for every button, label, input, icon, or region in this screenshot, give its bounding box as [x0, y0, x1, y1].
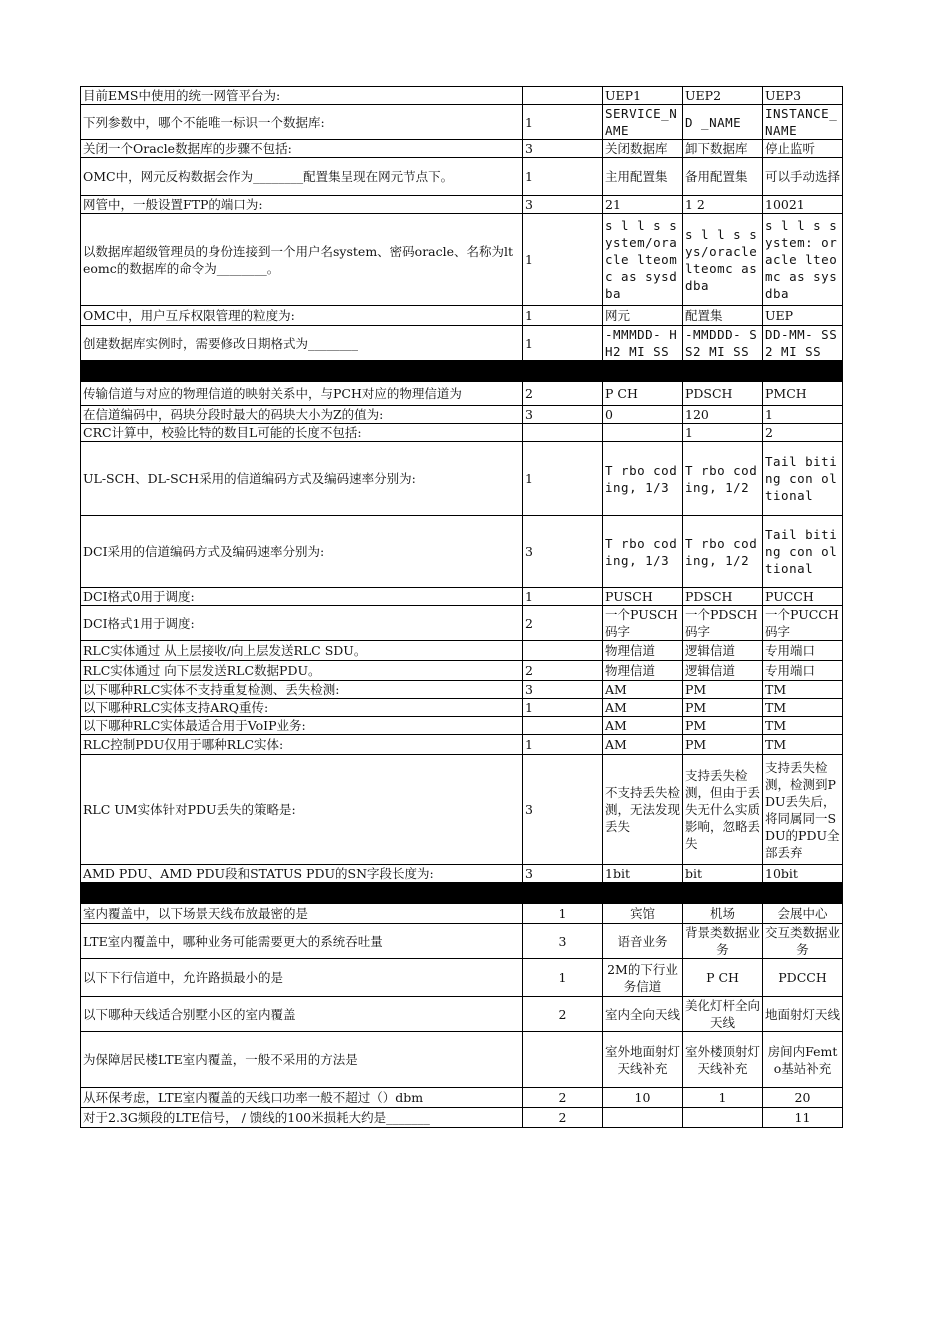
option-a: T rbo coding, 1/3: [603, 442, 683, 516]
answer-cell: 3: [523, 865, 603, 883]
option-c: 10bit: [763, 865, 843, 883]
option-c: UEP: [763, 306, 843, 326]
question-row: [81, 196, 843, 214]
option-b: PM: [683, 681, 763, 699]
question-text: OMC中，网元反构数据会作为________配置集呈现在网元节点下。: [81, 158, 523, 196]
question-text: 以下哪种RLC实体最适合用于VoIP业务:: [81, 717, 523, 735]
option-c: 11: [763, 1108, 843, 1128]
divider-cell: [683, 361, 763, 382]
answer-cell: 1: [523, 105, 603, 140]
option-c: Tail biting con ol tional: [763, 442, 843, 516]
answer-cell: 3: [523, 924, 603, 959]
answer-cell: 1: [523, 735, 603, 755]
question-text: 室内覆盖中，以下场景天线布放最密的是: [81, 904, 523, 924]
divider-cell: [523, 883, 603, 904]
question-row: [81, 997, 843, 1032]
option-c: 20: [763, 1088, 843, 1108]
question-row: [81, 904, 843, 924]
option-c: Tail biting con ol tional: [763, 516, 843, 588]
option-b: D _NAME: [683, 105, 763, 140]
question-text: 对于2.3G频段的LTE信号， / 馈线的100米损耗大约是_______: [81, 1108, 523, 1128]
question-row: [81, 606, 843, 641]
answer-cell: 2: [523, 1088, 603, 1108]
question-sheet: [80, 86, 843, 1128]
option-a: 宾馆: [603, 904, 683, 924]
option-b: 背景类数据业务: [683, 924, 763, 959]
option-b: s l l s sys/oracle lteomc as dba: [683, 214, 763, 306]
option-c: 10021: [763, 196, 843, 214]
option-c: 一个PUCCH码字: [763, 606, 843, 641]
option-a: AM: [603, 735, 683, 755]
question-row: [81, 424, 843, 442]
option-a: T rbo coding, 1/3: [603, 516, 683, 588]
answer-cell: 3: [523, 516, 603, 588]
option-a: AM: [603, 681, 683, 699]
answer-cell: 1: [523, 158, 603, 196]
question-row: [81, 699, 843, 717]
option-a: 10: [603, 1088, 683, 1108]
option-c: 专用端口: [763, 661, 843, 681]
option-c: 交互类数据业务: [763, 924, 843, 959]
option-c: TM: [763, 699, 843, 717]
option-b: P CH: [683, 959, 763, 997]
question-text: 从环保考虑，LTE室内覆盖的天线口功率一般不超过（）dbm: [81, 1088, 523, 1108]
answer-cell: [523, 1032, 603, 1088]
question-row: [81, 516, 843, 588]
divider-cell: [81, 883, 523, 904]
answer-cell: 1: [523, 214, 603, 306]
question-row: [81, 442, 843, 516]
question-row: [81, 1088, 843, 1108]
section-divider: [81, 883, 843, 904]
question-text: 关闭一个Oracle数据库的步骤不包括:: [81, 140, 523, 158]
question-row: [81, 382, 843, 406]
option-b: PM: [683, 699, 763, 717]
option-c: 专用端口: [763, 641, 843, 661]
answer-cell: 3: [523, 681, 603, 699]
divider-cell: [603, 361, 683, 382]
option-b: T rbo coding, 1/2: [683, 516, 763, 588]
option-b: 卸下数据库: [683, 140, 763, 158]
answer-cell: 3: [523, 140, 603, 158]
question-row: [81, 406, 843, 424]
question-row: [81, 1108, 843, 1128]
question-row: [81, 306, 843, 326]
option-c: 2: [763, 424, 843, 442]
divider-cell: [683, 883, 763, 904]
question-text: UL-SCH、DL-SCH采用的信道编码方式及编码速率分别为:: [81, 442, 523, 516]
option-b: 机场: [683, 904, 763, 924]
answer-cell: 3: [523, 755, 603, 865]
option-b: PM: [683, 717, 763, 735]
question-text: DCI采用的信道编码方式及编码速率分别为:: [81, 516, 523, 588]
answer-cell: 1: [523, 442, 603, 516]
question-text: 创建数据库实例时，需要修改日期格式为________: [81, 326, 523, 361]
option-c: 可以手动选择: [763, 158, 843, 196]
option-a: [603, 424, 683, 442]
answer-cell: 3: [523, 406, 603, 424]
question-row: [81, 140, 843, 158]
question-row: [81, 158, 843, 196]
option-a: UEP1: [603, 87, 683, 105]
option-c: TM: [763, 735, 843, 755]
option-c: 停止监听: [763, 140, 843, 158]
question-text: RLC控制PDU仅用于哪种RLC实体:: [81, 735, 523, 755]
option-a: 2M的下行业务信道: [603, 959, 683, 997]
option-b: 1: [683, 1088, 763, 1108]
answer-cell: 1: [523, 699, 603, 717]
option-c: PDCCH: [763, 959, 843, 997]
option-c: INSTANCE_NAME: [763, 105, 843, 140]
option-a: 21: [603, 196, 683, 214]
option-c: 会展中心: [763, 904, 843, 924]
question-text: 以数据库超级管理员的身份连接到一个用户名system、密码oracle、名称为lteomc的数据库的命令为________。: [81, 214, 523, 306]
question-row: [81, 1032, 843, 1088]
question-row: [81, 755, 843, 865]
option-a: 1bit: [603, 865, 683, 883]
option-b: 1 2: [683, 196, 763, 214]
option-c: DD-MM- SS2 MI SS: [763, 326, 843, 361]
answer-cell: [523, 87, 603, 105]
answer-cell: 2: [523, 606, 603, 641]
question-text: 以下哪种RLC实体支持ARQ重传:: [81, 699, 523, 717]
option-b: PDSCH: [683, 382, 763, 406]
question-row: [81, 214, 843, 306]
option-b: 备用配置集: [683, 158, 763, 196]
question-text: DCI格式0用于调度:: [81, 588, 523, 606]
question-row: [81, 735, 843, 755]
answer-cell: 1: [523, 588, 603, 606]
option-b: PDSCH: [683, 588, 763, 606]
option-a: 物理信道: [603, 641, 683, 661]
option-b: 美化灯杆全向天线: [683, 997, 763, 1032]
option-a: 关闭数据库: [603, 140, 683, 158]
option-a: 物理信道: [603, 661, 683, 681]
option-a: 0: [603, 406, 683, 424]
question-text: AMD PDU、AMD PDU段和STATUS PDU的SN字段长度为:: [81, 865, 523, 883]
divider-cell: [763, 883, 843, 904]
option-b: [683, 1108, 763, 1128]
option-b: bit: [683, 865, 763, 883]
option-c: TM: [763, 681, 843, 699]
section-divider: [81, 361, 843, 382]
divider-cell: [763, 361, 843, 382]
option-c: PMCH: [763, 382, 843, 406]
answer-cell: 1: [523, 959, 603, 997]
question-text: OMC中，用户互斥权限管理的粒度为:: [81, 306, 523, 326]
option-a: 网元: [603, 306, 683, 326]
option-b: 逻辑信道: [683, 641, 763, 661]
divider-cell: [523, 361, 603, 382]
question-text: 以下下行信道中，允许路损最小的是: [81, 959, 523, 997]
answer-cell: [523, 717, 603, 735]
option-b: 一个PDSCH码字: [683, 606, 763, 641]
answer-cell: 2: [523, 997, 603, 1032]
answer-cell: [523, 641, 603, 661]
option-a: P CH: [603, 382, 683, 406]
question-text: 网管中，一般设置FTP的端口为:: [81, 196, 523, 214]
option-a: 室外地面射灯天线补充: [603, 1032, 683, 1088]
option-b: -MMDDD- SS2 MI SS: [683, 326, 763, 361]
answer-cell: 1: [523, 306, 603, 326]
question-text: 在信道编码中，码块分段时最大的码块大小为Z的值为:: [81, 406, 523, 424]
question-text: RLC实体通过 从上层接收/向上层发送RLC SDU。: [81, 641, 523, 661]
option-c: TM: [763, 717, 843, 735]
option-a: [603, 1108, 683, 1128]
option-b: 室外楼顶射灯天线补充: [683, 1032, 763, 1088]
option-b: 120: [683, 406, 763, 424]
question-text: 以下哪种天线适合别墅小区的室内覆盖: [81, 997, 523, 1032]
question-row: [81, 959, 843, 997]
question-row: [81, 924, 843, 959]
option-c: PUCCH: [763, 588, 843, 606]
question-row: [81, 641, 843, 661]
answer-cell: 2: [523, 661, 603, 681]
option-a: PUSCH: [603, 588, 683, 606]
question-text: RLC实体通过 向下层发送RLC数据PDU。: [81, 661, 523, 681]
question-text: DCI格式1用于调度:: [81, 606, 523, 641]
answer-cell: 3: [523, 196, 603, 214]
answer-cell: 2: [523, 1108, 603, 1128]
question-row: [81, 105, 843, 140]
question-row: [81, 661, 843, 681]
question-text: 下列参数中，哪个不能唯一标识一个数据库:: [81, 105, 523, 140]
option-b: T rbo coding, 1/2: [683, 442, 763, 516]
question-text: CRC计算中，校验比特的数目L可能的长度不包括:: [81, 424, 523, 442]
answer-cell: 2: [523, 382, 603, 406]
question-row: [81, 717, 843, 735]
option-a: 语音业务: [603, 924, 683, 959]
question-row: [81, 681, 843, 699]
option-a: AM: [603, 717, 683, 735]
question-text: 传输信道与对应的物理信道的映射关系中，与PCH对应的物理信道为: [81, 382, 523, 406]
option-b: PM: [683, 735, 763, 755]
question-row: [81, 87, 843, 105]
divider-cell: [603, 883, 683, 904]
divider-cell: [81, 361, 523, 382]
option-b: UEP2: [683, 87, 763, 105]
answer-cell: 1: [523, 904, 603, 924]
option-a: -MMMDD- HH2 MI SS: [603, 326, 683, 361]
question-row: [81, 865, 843, 883]
question-text: 目前EMS中使用的统一网管平台为:: [81, 87, 523, 105]
question-text: LTE室内覆盖中，哪种业务可能需要更大的系统吞吐量: [81, 924, 523, 959]
option-c: s l l s system: oracle lteomc as sysdba: [763, 214, 843, 306]
option-a: s l l s system/oracle lteomc as sysdba: [603, 214, 683, 306]
option-c: 地面射灯天线: [763, 997, 843, 1032]
answer-cell: [523, 424, 603, 442]
answer-cell: 1: [523, 326, 603, 361]
option-c: 支持丢失检测，检测到PDU丢失后，将同属同一SDU的PDU全部丢弃: [763, 755, 843, 865]
option-a: SERVICE_NAME: [603, 105, 683, 140]
question-row: [81, 588, 843, 606]
option-a: 一个PUSCH码字: [603, 606, 683, 641]
option-c: 1: [763, 406, 843, 424]
option-a: 主用配置集: [603, 158, 683, 196]
option-b: 逻辑信道: [683, 661, 763, 681]
option-b: 配置集: [683, 306, 763, 326]
option-a: AM: [603, 699, 683, 717]
question-text: 为保障居民楼LTE室内覆盖，一般不采用的方法是: [81, 1032, 523, 1088]
question-text: 以下哪种RLC实体不支持重复检测、丢失检测:: [81, 681, 523, 699]
option-c: 房间内Femto基站补充: [763, 1032, 843, 1088]
option-b: 支持丢失检测，但由于丢失无什么实质影响，忽略丢失: [683, 755, 763, 865]
option-a: 室内全向天线: [603, 997, 683, 1032]
option-c: UEP3: [763, 87, 843, 105]
option-b: 1: [683, 424, 763, 442]
question-row: [81, 326, 843, 361]
option-a: 不支持丢失检测，无法发现丢失: [603, 755, 683, 865]
question-text: RLC UM实体针对PDU丢失的策略是:: [81, 755, 523, 865]
